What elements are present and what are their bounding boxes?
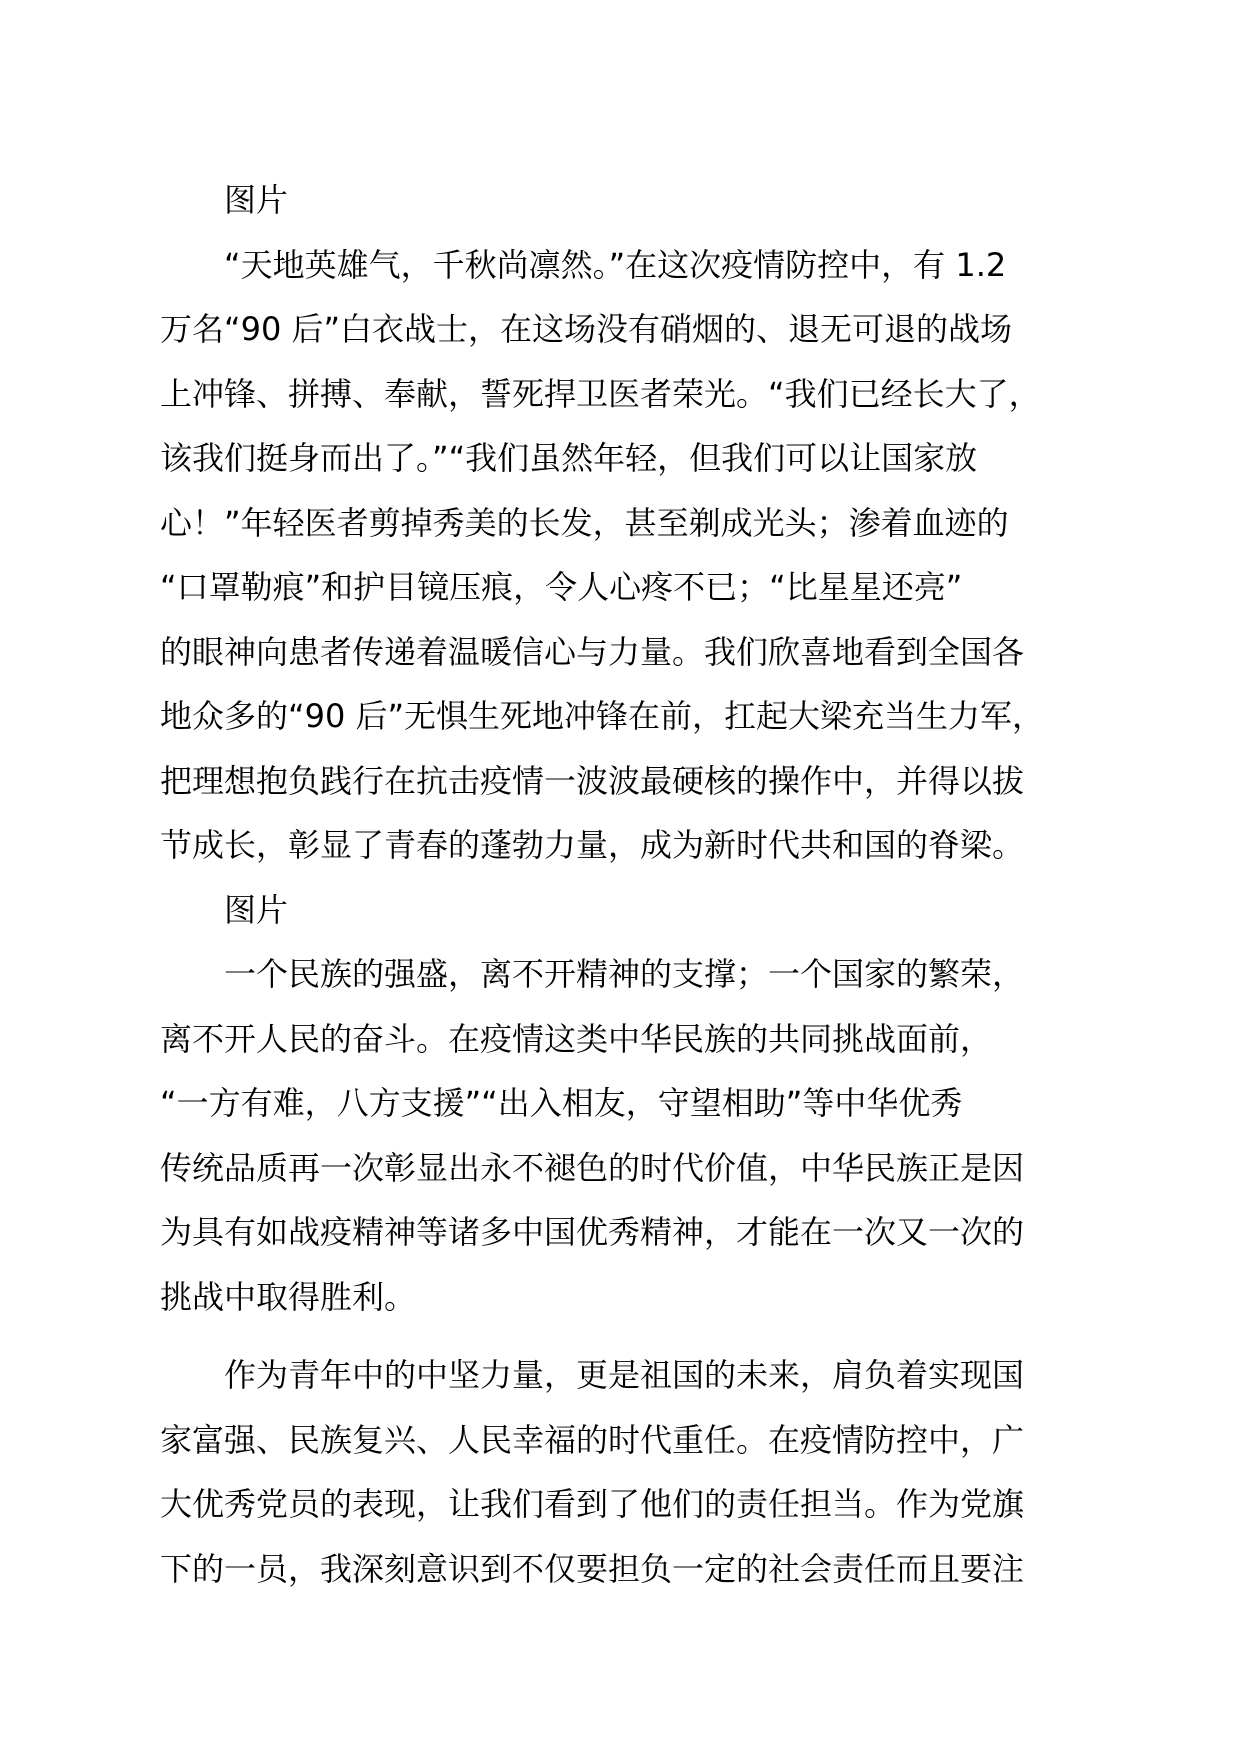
paragraph-spacer xyxy=(160,1329,1120,1343)
paragraph-line: 把理想抱负践行在抗击疫情一波波最硬核的操作中，并得以拔 xyxy=(160,761,1025,800)
paragraph-line: 下的一员，我深刻意识到不仅要担负一定的社会责任而且要注 xyxy=(160,1549,1025,1588)
paragraph-line: “口罩勒痕”和护目镜压痕，令人心疼不已；“比星星还亮” xyxy=(160,568,963,606)
paragraph-line: 传统品质再一次彰显出永不褪色的时代价值，中华民族正是因 xyxy=(160,1148,1025,1187)
paragraph-line: 挑战中取得胜利。 xyxy=(160,1277,417,1316)
paragraph-line: 作为青年中的中坚力量，更是祖国的未来，肩负着实现国 xyxy=(224,1356,1025,1394)
paragraph-line: 大优秀党员的表现，让我们看到了他们的责任担当。作为党旗 xyxy=(160,1485,1025,1523)
paragraph-line: 地众多的“90 后”无惧生死地冲锋在前，扛起大梁充当生力军， xyxy=(160,697,1045,735)
paragraph-line: “一方有难，八方支援”“出入相友，守望相助”等中华优秀 xyxy=(160,1084,963,1122)
paragraph-line: 该我们挺身而出了。”“我们虽然年轻，但我们可以让国家放 xyxy=(160,439,978,477)
paragraph-line: 万名“90 后”白衣战士，在这场没有硝烟的、退无可退的战场 xyxy=(160,310,1013,348)
paragraph-line: 心！”年轻医者剪掉秀美的长发，甚至剃成光头；渗着血迹的 xyxy=(160,503,1009,542)
paragraph-line: 节成长，彰显了青春的蓬勃力量，成为新时代共和国的脊梁。 xyxy=(160,826,1025,864)
paragraph-line: 离不开人民的奋斗。在疫情这类中华民族的共同挑战面前， xyxy=(160,1019,993,1058)
image-placeholder-label: 图片 xyxy=(224,181,289,219)
image-placeholder-label: 图片 xyxy=(224,890,289,929)
paragraph-line: 家富强、民族复兴、人民幸福的时代重任。在疫情防控中，广 xyxy=(160,1420,1025,1459)
document-body xyxy=(160,168,1120,1601)
paragraph-line: 的眼神向患者传递着温暖信心与力量。我们欣喜地看到全国各 xyxy=(160,632,1025,671)
paragraph-line: 为具有如战疫精神等诸多中国优秀精神，才能在一次又一次的 xyxy=(160,1213,1025,1251)
paragraph-line: 上冲锋、拼搏、奉献，誓死捍卫医者荣光。“我们已经长大了， xyxy=(160,374,1041,413)
paragraph-line: 一个民族的强盛，离不开精神的支撑；一个国家的繁荣， xyxy=(224,955,1025,993)
paragraph-line: “天地英雄气，千秋尚凛然。”在这次疫情防控中，有 1.2 xyxy=(224,245,1007,284)
